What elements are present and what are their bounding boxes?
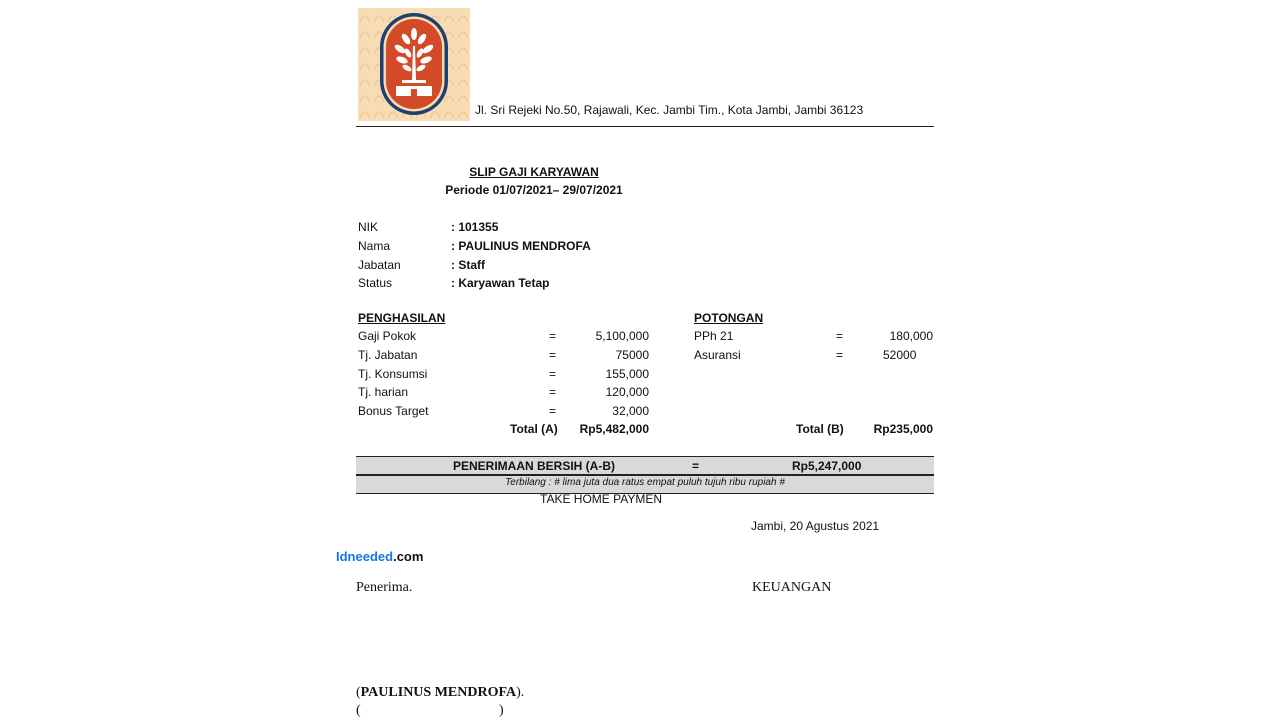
watermark-domain: .com xyxy=(393,549,424,564)
finance-signature-blank-open: ( xyxy=(356,703,361,718)
finance-label: KEUANGAN xyxy=(752,580,832,595)
slip-title: SLIP GAJI KARYAWAN xyxy=(469,165,599,179)
net-pay-divider xyxy=(356,474,934,476)
income-heading: PENGHASILAN xyxy=(358,311,446,325)
income-item-value: 75000 xyxy=(615,348,649,362)
nik-value: : 101355 xyxy=(451,220,499,234)
net-pay-eq: = xyxy=(692,459,700,473)
position-label: Jabatan xyxy=(358,258,401,272)
receiver-signature-name xyxy=(356,685,524,701)
income-item-eq: = xyxy=(549,385,557,399)
income-total-value: Rp5,482,000 xyxy=(579,422,649,436)
name-label: Nama xyxy=(358,239,391,253)
status-label: Status xyxy=(358,276,393,290)
deduction-item-label: Asuransi xyxy=(694,348,741,362)
deductions-total-label: Total (B) xyxy=(796,422,844,436)
deductions-heading: POTONGAN xyxy=(694,311,764,325)
deduction-item-label: PPh 21 xyxy=(694,329,734,343)
income-item-label: Bonus Target xyxy=(358,404,429,418)
name-value: : PAULINUS MENDROFA xyxy=(451,239,591,253)
tree-logo-icon xyxy=(358,8,470,121)
income-item-eq: = xyxy=(549,348,557,362)
watermark-name: Idneeded xyxy=(336,549,394,564)
watermark-brand xyxy=(336,549,423,564)
finance-signature-blank-close: ) xyxy=(499,703,504,718)
take-home-note: TAKE HOME PAYMEN xyxy=(540,492,663,506)
slip-period: Periode 01/07/2021– 29/07/2021 xyxy=(445,183,623,197)
income-item-label: Tj. Jabatan xyxy=(358,348,418,362)
net-pay-value: Rp5,247,000 xyxy=(792,459,862,473)
income-item-label: Tj. harian xyxy=(358,385,409,399)
income-item-eq: = xyxy=(549,329,557,343)
nik-label: NIK xyxy=(358,220,379,234)
company-address: Jl. Sri Rejeki No.50, Rajawali, Kec. Jambi Tim., Kota Jambi, Jambi 36123 xyxy=(475,103,864,117)
income-item-value: 5,100,000 xyxy=(595,329,649,343)
income-item-value: 32,000 xyxy=(612,404,649,418)
deduction-item-value: 180,000 xyxy=(889,329,933,343)
place-date: Jambi, 20 Agustus 2021 xyxy=(751,519,880,533)
deduction-item-eq: = xyxy=(836,329,844,343)
paren-open: ( xyxy=(356,685,361,700)
receiver-name: PAULINUS MENDROFA xyxy=(360,685,517,700)
net-pay-label: PENERIMAAN BERSIH (A-B) xyxy=(453,459,615,473)
deduction-item-eq: = xyxy=(836,348,844,362)
company-logo xyxy=(358,8,470,121)
status-value: : Karyawan Tetap xyxy=(451,276,550,290)
receiver-label: Penerima. xyxy=(356,580,413,595)
income-item-value: 120,000 xyxy=(605,385,649,399)
income-item-label: Tj. Konsumsi xyxy=(358,367,428,381)
income-item-eq: = xyxy=(549,404,557,418)
paren-close: ). xyxy=(516,685,525,700)
net-pay-in-words: Terbilang : # lima juta dua ratus empat puluh tujuh ribu rupiah # xyxy=(505,477,785,488)
deduction-item-value: 52000 xyxy=(883,348,917,362)
header-divider xyxy=(356,126,934,127)
income-item-value: 155,000 xyxy=(605,367,649,381)
income-item-label: Gaji Pokok xyxy=(358,329,417,343)
deductions-total-value: Rp235,000 xyxy=(873,422,933,436)
position-value: : Staff xyxy=(451,258,485,272)
income-item-eq: = xyxy=(549,367,557,381)
income-total-label: Total (A) xyxy=(510,422,558,436)
